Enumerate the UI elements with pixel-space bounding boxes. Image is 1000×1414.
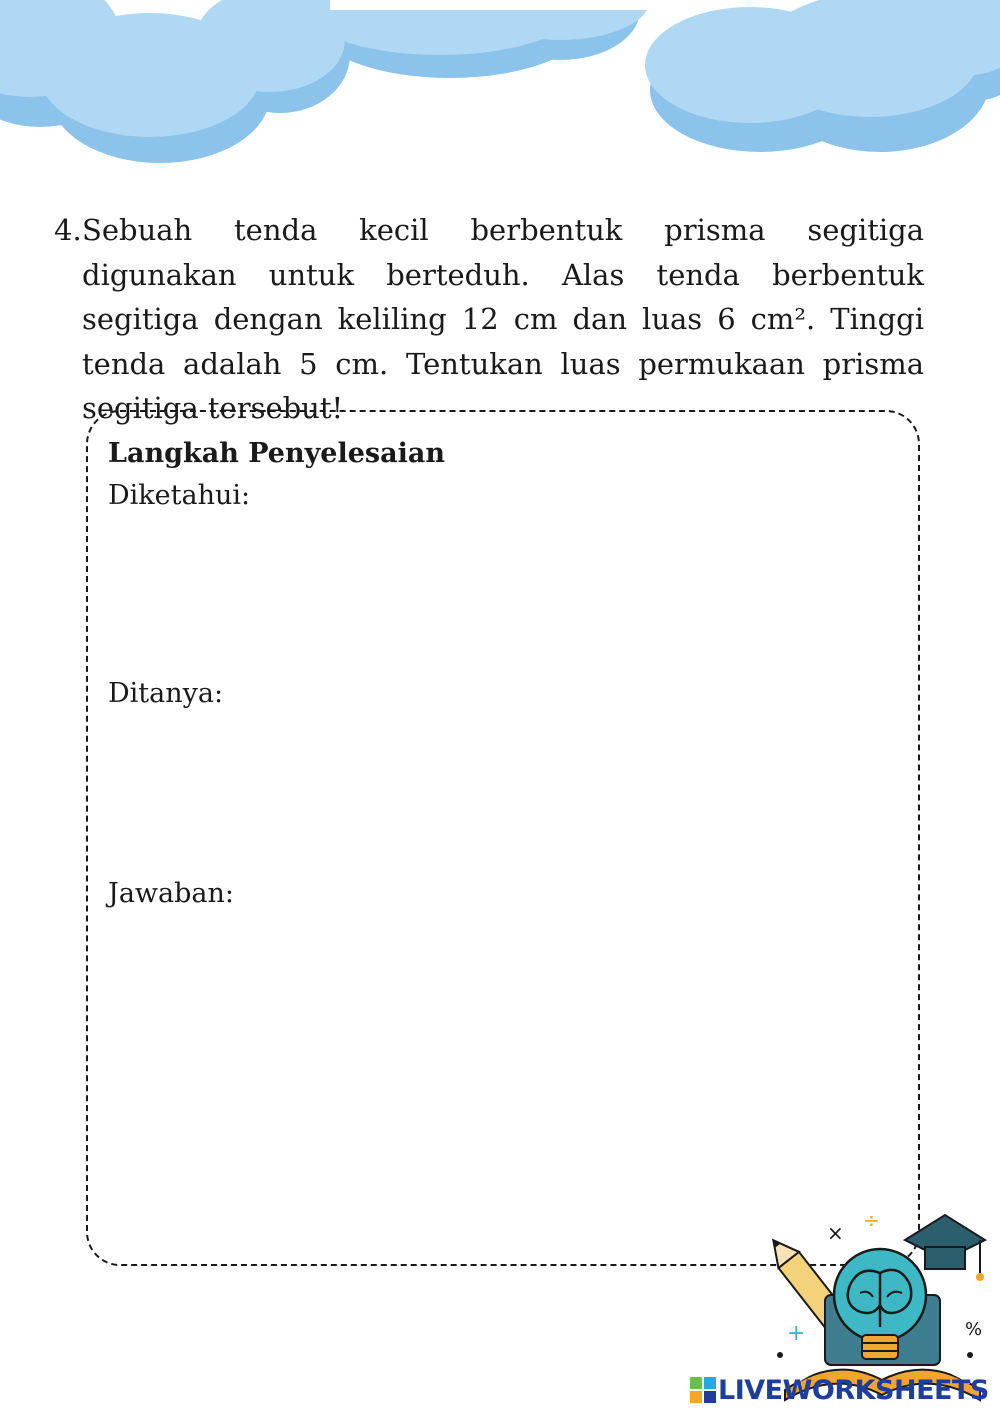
answer-box (86, 410, 920, 1266)
asked-label: Ditanya: (108, 678, 224, 709)
answer-label: Jawaban: (108, 878, 234, 909)
question-item (54, 208, 924, 431)
svg-text:%: % (965, 1319, 983, 1340)
box-title: Langkah Penyelesaian (108, 438, 445, 469)
known-label: Diketahui: (108, 480, 251, 511)
question-text: Sebuah tenda kecil berbentuk prisma segitiga digunakan untuk berteduh. Alas tenda berbentuk segitiga dengan keliling 12 cm dan luas 6 cm². Tinggi tenda adalah 5 cm. Tentukan luas permukaan prisma segitiga tersebut! (82, 213, 924, 425)
svg-text:÷: ÷ (863, 1208, 880, 1232)
cloud-banner (0, 0, 1000, 180)
liveworksheets-logo-icon (690, 1377, 716, 1403)
liveworksheets-brand (690, 1370, 995, 1410)
svg-text:×: × (827, 1221, 844, 1245)
brand-name: LIVEWORKSHEETS (718, 1374, 989, 1406)
svg-text:+: + (787, 1321, 806, 1346)
question-number: 4. (54, 213, 82, 247)
